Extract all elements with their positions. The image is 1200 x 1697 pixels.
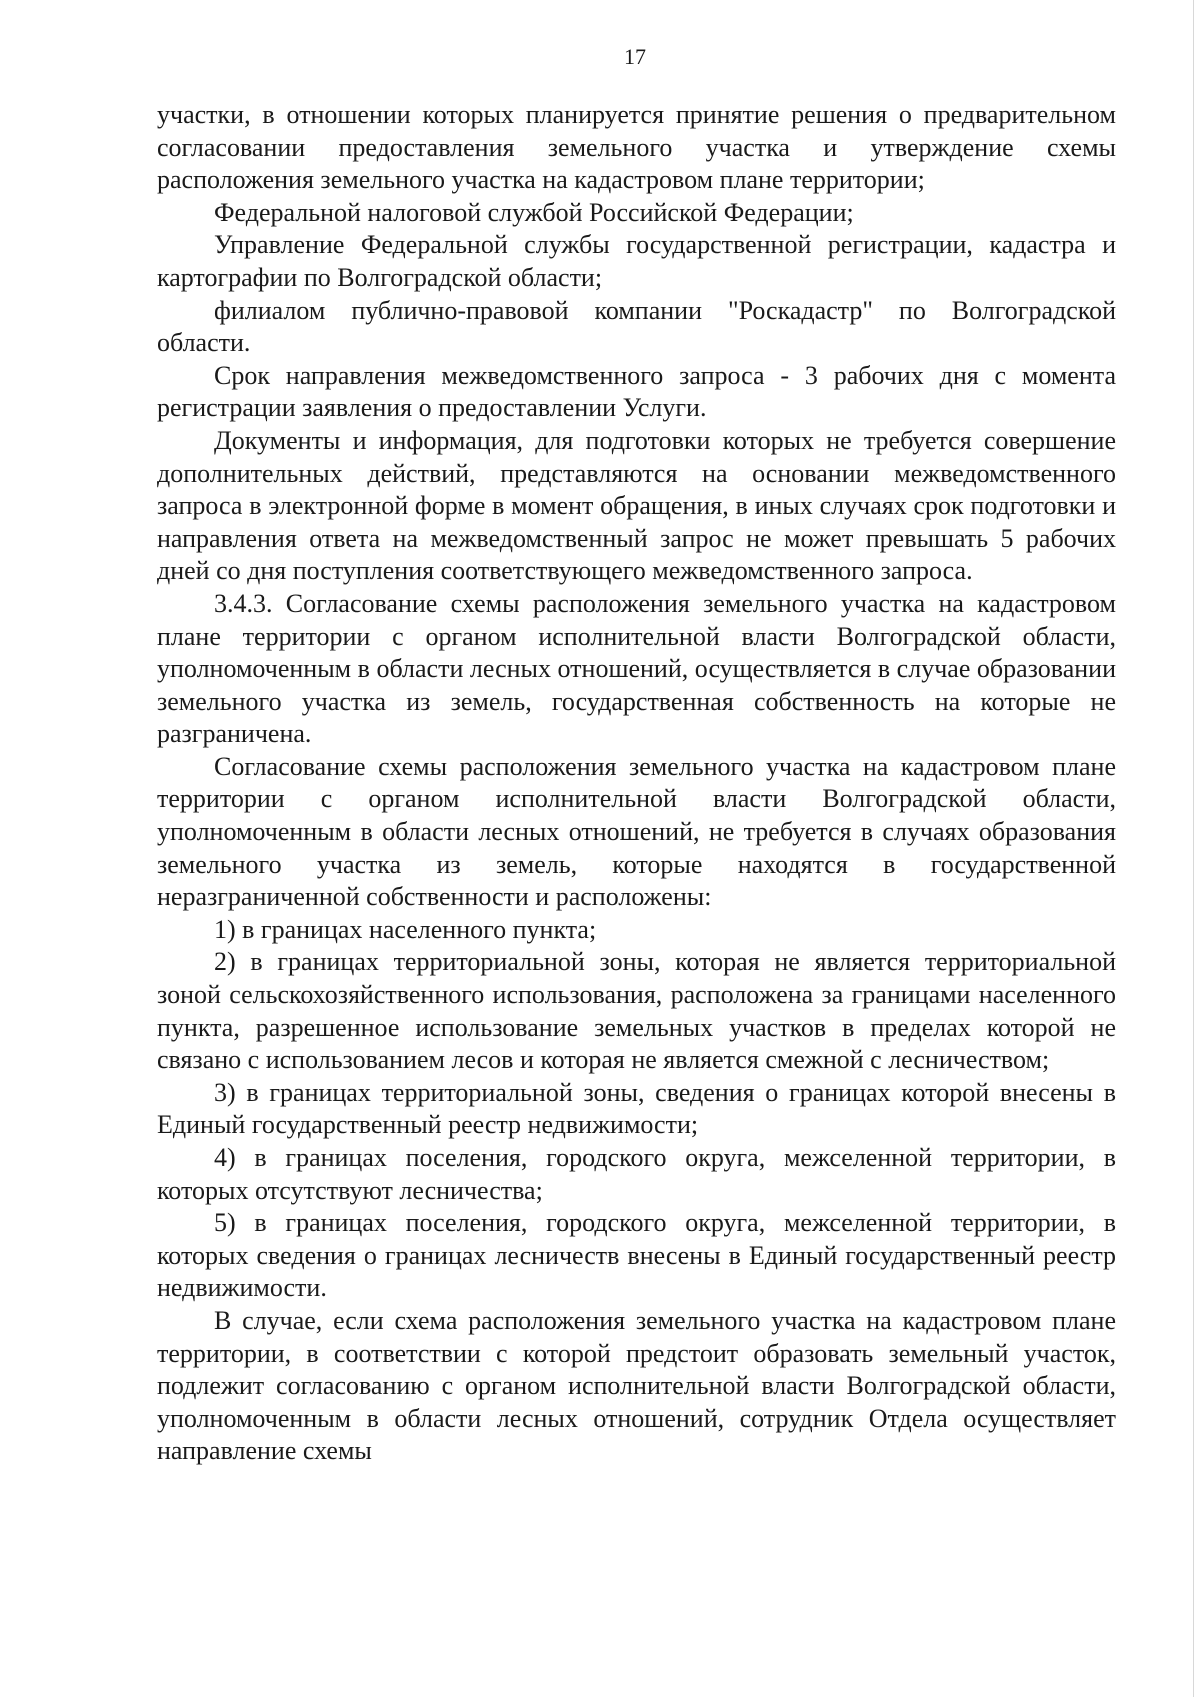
paragraph-7: 3.4.3. Согласование схемы расположения земельного участка на кадастровом плане территории с органом исполнительной власти Волгоградской области, уполномоченным в области лесных отношений, осуществляется в случае образовании земельного участка из земель, государственная собственность на которые не разграничена. [157, 588, 1116, 749]
paragraph-3: Управление Федеральной службы государственной регистрации, кадастра и картографии по Волгоградской области; [157, 230, 1116, 292]
paragraph-5: Срок направления межведомственного запроса - 3 рабочих дня с момента регистрации заявления о предоставлении Услуги. [157, 360, 1116, 423]
list-item-1: 1) в границах населенного пункта; [214, 914, 597, 944]
document-body [157, 99, 1116, 1468]
paragraph-4: филиалом публично-правовой компании "Роскадастр" по Волгоградской области. [157, 295, 1116, 358]
paragraph-1: участки, в отношении которых планируется принятие решения о предварительном согласовании предоставления земельного участка и утверждение схемы расположения земельного участка на кадастровом плане территории; [157, 100, 1116, 195]
page-number: 17 [624, 44, 646, 69]
page-edge-line [1193, 0, 1194, 1697]
paragraph-2: Федеральной налоговой службой Российской Федерации; [214, 197, 854, 227]
paragraph-6: Документы и информация, для подготовки которых не требуется совершение дополнительных действий, представляются на основании межведомственного запроса в электронной форме в момент обращения, в иных случаях срок подготовки и направления ответа на межведомственный запрос не может превышать 5 рабочих дней со дня поступления соответствующего межведомственного запроса. [157, 425, 1116, 586]
paragraph-9: В случае, если схема расположения земельного участка на кадастровом плане территории, в соответствии с которой предстоит образовать земельный участок, подлежит согласованию с органом исполнительной власти Волгоградской области, уполномоченным в области лесных отношений, сотрудник Отдела осуществляет направление схемы [157, 1305, 1116, 1466]
list-item-4: 4) в границах поселения, городского округа, межселенной территории, в которых отсутствуют лесничества; [157, 1143, 1116, 1205]
paragraph-8: Согласование схемы расположения земельного участка на кадастровом плане территории с органом исполнительной власти Волгоградской области, уполномоченным в области лесных отношений, не требуется в случаях образования земельного участка из земель, которые находятся в государственной неразграниченной собственности и расположены: [157, 751, 1116, 912]
list-item-2: 2) в границах территориальной зоны, которая не является территориальной зоной сельскохозяйственного использования, расположена за границами населенного пункта, разрешенное использование земельных участков в пределах которой не связано с использованием лесов и которая не является смежной с лесничеством; [157, 947, 1116, 1075]
list-item-5: 5) в границах поселения, городского округа, межселенной территории, в которых сведения о границах лесничеств внесены в Единый государственный реестр недвижимости. [157, 1208, 1116, 1303]
list-item-3: 3) в границах территориальной зоны, сведения о границах которой внесены в Единый государственный реестр недвижимости; [157, 1077, 1116, 1140]
